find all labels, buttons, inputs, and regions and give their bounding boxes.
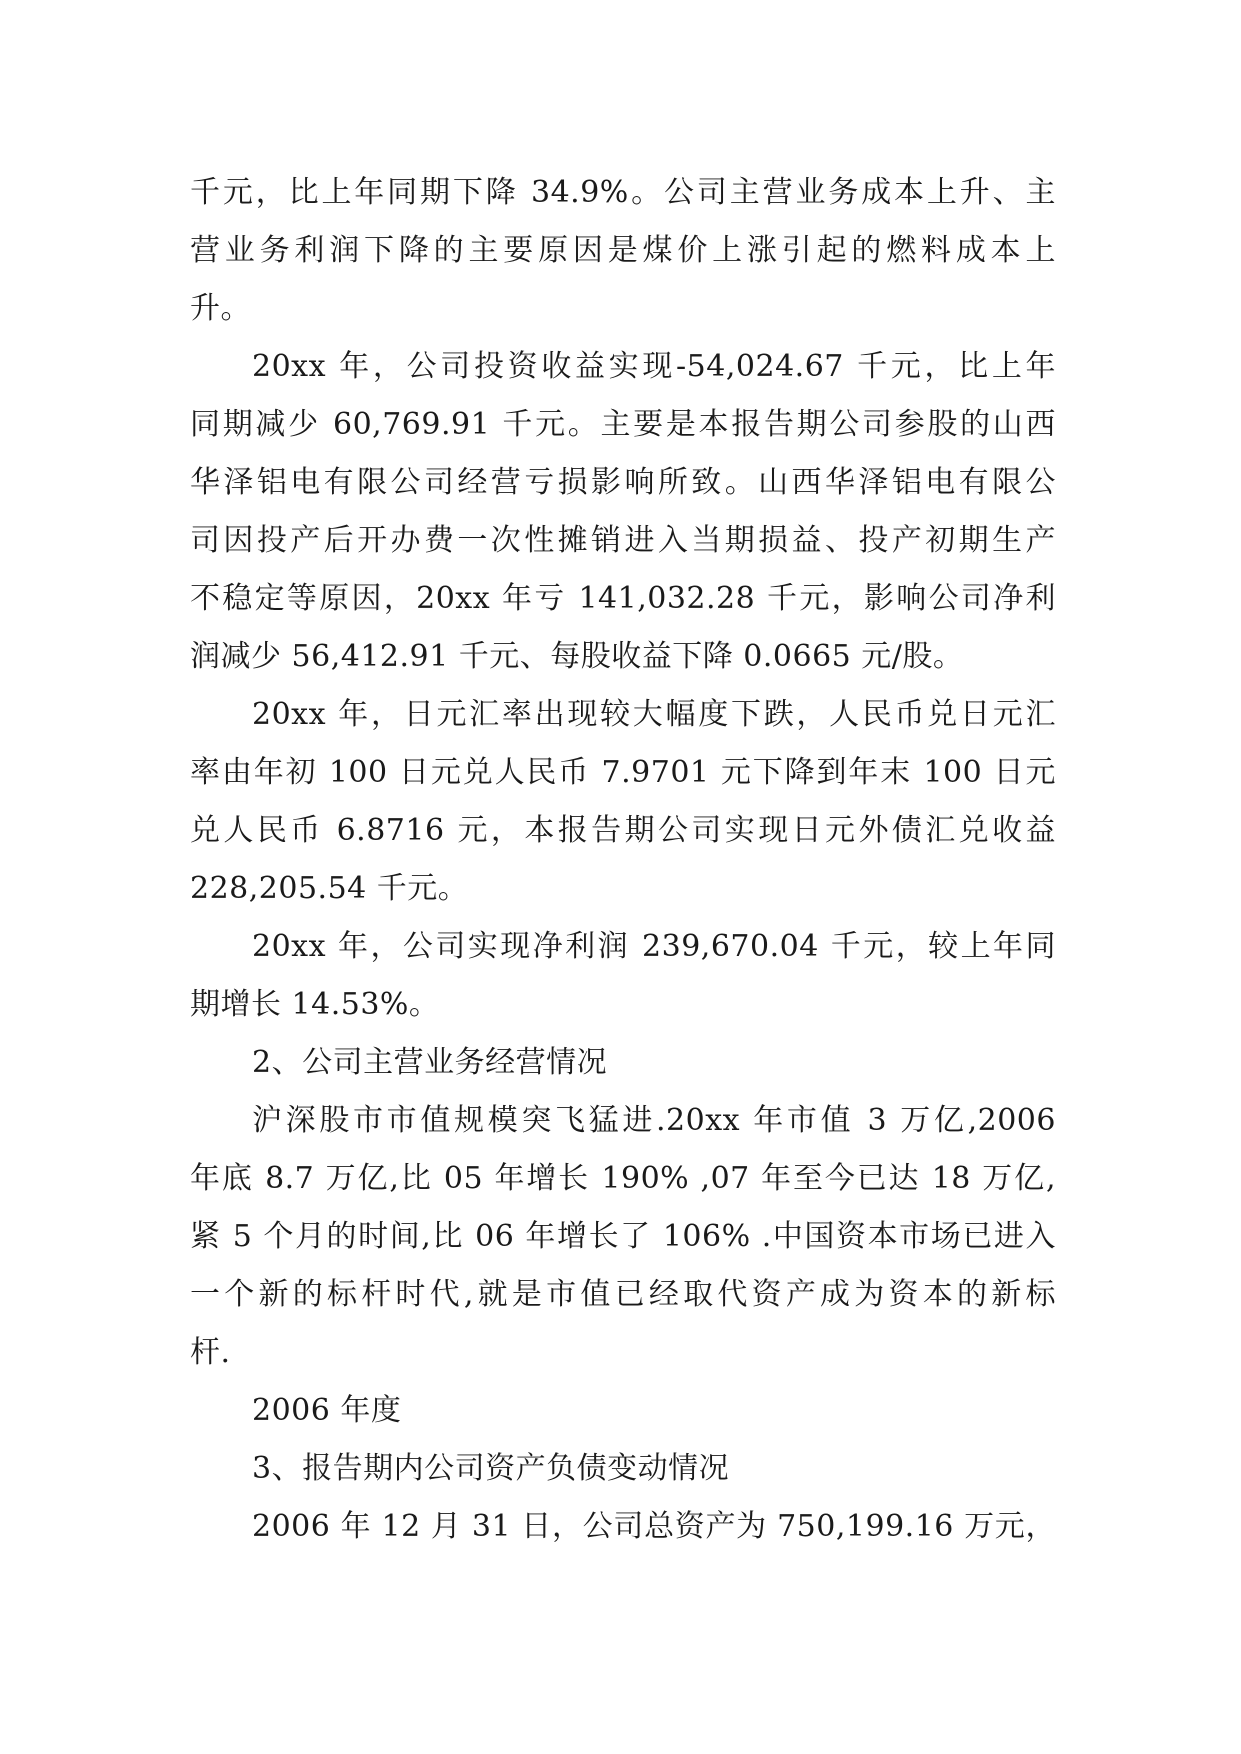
text-line: 不稳定等原因，20xx 年亏 141,032.28 千元，影响公司净利	[190, 581, 1056, 616]
text-line: 20xx 年，公司投资收益实现-54,024.67 千元，比上年	[252, 349, 1056, 384]
text-line: 紧 5 个月的时间,比 06 年增长了 106% .中国资本市场已进入	[190, 1219, 1056, 1254]
section-heading: 3、报告期内公司资产负债变动情况	[252, 1451, 730, 1486]
text-line: 沪深股市市值规模突飞猛进.20xx 年市值 3 万亿,2006	[252, 1103, 1056, 1138]
text-line: 营业务利润下降的主要原因是煤价上涨引起的燃料成本上	[190, 233, 1056, 268]
body-text	[190, 164, 1056, 1556]
text-line: 千元，比上年同期下降 34.9%。公司主营业务成本上升、主	[190, 175, 1056, 210]
section-heading: 2、公司主营业务经营情况	[252, 1045, 608, 1080]
text-line: 20xx 年，公司实现净利润 239,670.04 千元，较上年同	[252, 929, 1056, 964]
text-line: 期增长 14.53%。	[190, 987, 440, 1022]
text-line: 兑人民币 6.8716 元，本报告期公司实现日元外债汇兑收益	[190, 813, 1056, 848]
text-line: 率由年初 100 日元兑人民币 7.9701 元下降到年末 100 日元	[190, 755, 1056, 790]
text-line: 2006 年 12 月 31 日，公司总资产为 750,199.16 万元，	[252, 1509, 1056, 1544]
text-line: 一个新的标杆时代,就是市值已经取代资产成为资本的新标	[190, 1277, 1056, 1312]
text-line: 228,205.54 千元。	[190, 871, 469, 906]
text-line: 润减少 56,412.91 千元、每股收益下降 0.0665 元/股。	[190, 639, 964, 674]
text-line: 年底 8.7 万亿,比 05 年增长 190% ,07 年至今已达 18 万亿,	[190, 1161, 1056, 1196]
text-line: 杆.	[190, 1335, 231, 1370]
text-line: 华泽铝电有限公司经营亏损影响所致。山西华泽铝电有限公	[190, 465, 1056, 500]
text-line: 司因投产后开办费一次性摊销进入当期损益、投产初期生产	[190, 523, 1056, 558]
text-line: 升。	[190, 291, 251, 326]
text-line: 同期减少 60,769.91 千元。主要是本报告期公司参股的山西	[190, 407, 1056, 442]
year-heading: 2006 年度	[252, 1393, 402, 1428]
text-line: 20xx 年，日元汇率出现较大幅度下跌，人民币兑日元汇	[252, 697, 1056, 732]
